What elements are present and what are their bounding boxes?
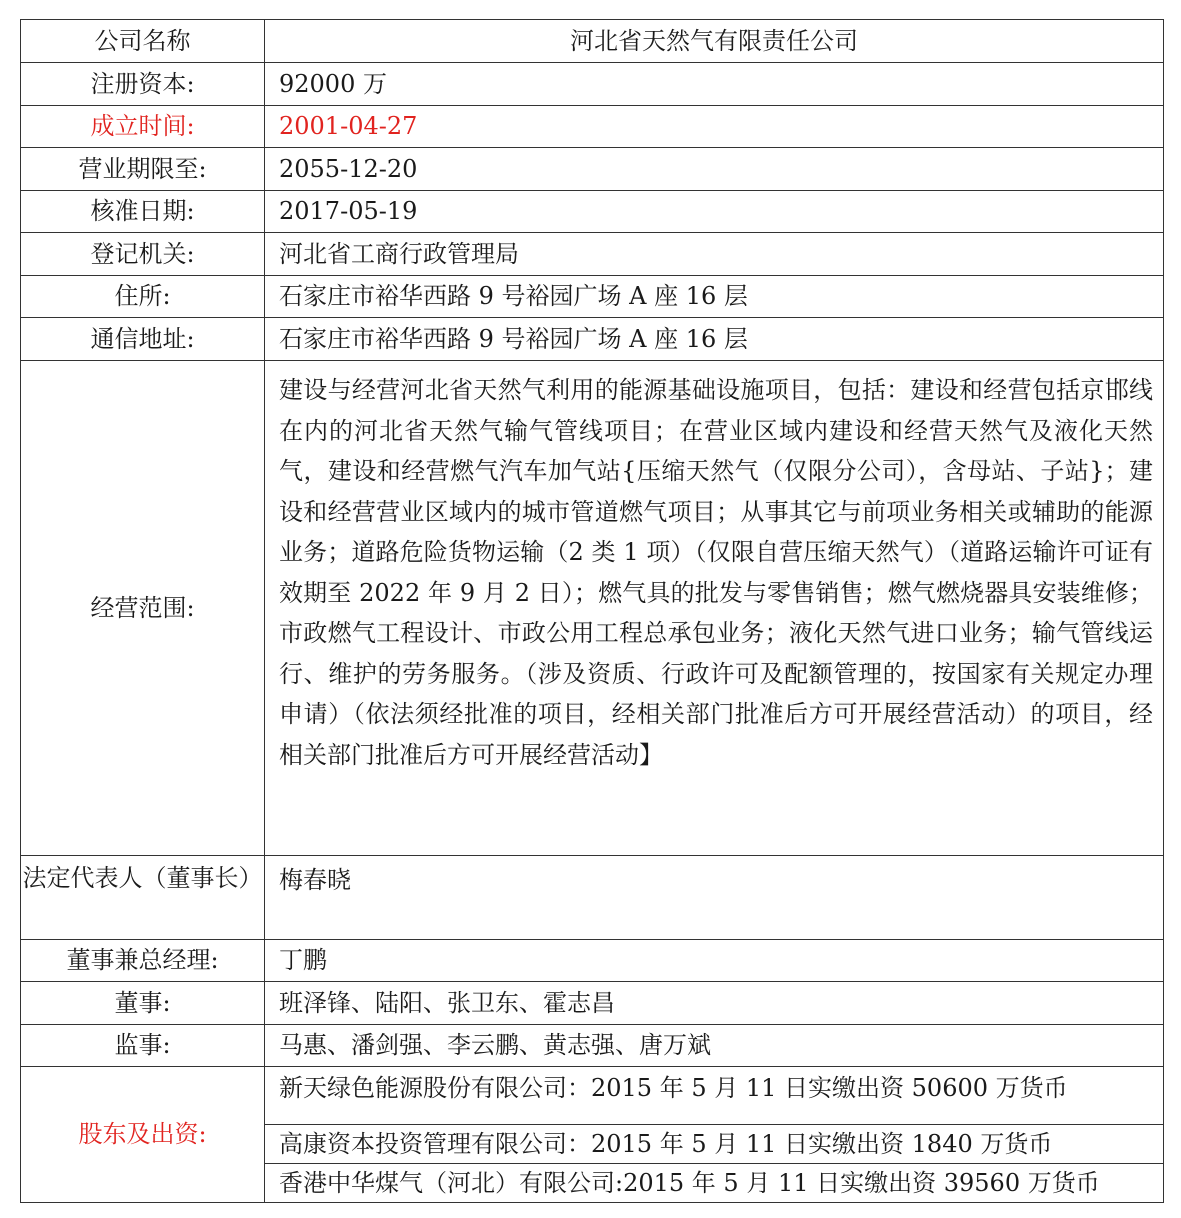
company-name-value: 河北省天然气有限责任公司 (265, 20, 1164, 63)
row-directors (21, 982, 1164, 1025)
row-approval-date (21, 191, 1164, 233)
approval-date-value: 2017-05-19 (265, 191, 1164, 233)
row-shareholder-1 (21, 1067, 1164, 1125)
registered-capital-label: 注册资本: (21, 63, 265, 106)
term-label: 营业期限至: (21, 148, 265, 191)
mailing-address-label: 通信地址: (21, 318, 265, 361)
registered-capital-value: 92000 万 (265, 63, 1164, 106)
shareholder-item: 新天绿色能源股份有限公司：2015 年 5 月 11 日实缴出资 50600 万货币 (265, 1067, 1164, 1125)
shareholders-label: 股东及出资: (21, 1067, 265, 1203)
domicile-label: 住所: (21, 276, 265, 318)
row-term (21, 148, 1164, 191)
row-legal-representative (21, 856, 1164, 940)
row-registration-authority (21, 233, 1164, 276)
registration-authority-label: 登记机关: (21, 233, 265, 276)
row-mailing-address (21, 318, 1164, 361)
row-established (21, 106, 1164, 148)
shareholder-item: 香港中华煤气（河北）有限公司:2015 年 5 月 11 日实缴出资 39560 万货币 (265, 1164, 1164, 1203)
term-value: 2055-12-20 (265, 148, 1164, 191)
company-name-label: 公司名称 (21, 20, 265, 63)
business-scope-label: 经营范围: (21, 361, 265, 856)
domicile-value: 石家庄市裕华西路 9 号裕园广场 A 座 16 层 (265, 276, 1164, 318)
row-company-name (21, 20, 1164, 63)
company-info-table (20, 19, 1164, 1203)
business-scope-value: 建设与经营河北省天然气利用的能源基础设施项目，包括：建设和经营包括京邯线在内的河北省天然气输气管线项目；在营业区域内建设和经营天然气及液化天然气，建设和经营燃气汽车加气站{压缩天然气（仅限分公司），含母站、子站}；建设和经营营业区域内的城市管道燃气项目；从事其它与前项业务相关或辅助的能源业务；道路危险货物运输（2 类 1 项）（仅限自营压缩天然气）（道路运输许可证有效期至 2022 年 9 月 2 日）；燃气具的批发与零售销售；燃气燃烧器具安装维修；市政燃气工程设计、市政公用工程总承包业务；液化天然气进口业务；输气管线运行、维护的劳务服务。（涉及资质、行政许可及配额管理的，按国家有关规定办理申请）（依法须经批准的项目，经相关部门批准后方可开展经营活动）的项目，经相关部门批准后方可开展经营活动】 (279, 376, 1153, 769)
row-general-manager (21, 940, 1164, 982)
established-value: 2001-04-27 (265, 106, 1164, 148)
row-domicile (21, 276, 1164, 318)
business-scope-cell (265, 361, 1164, 856)
approval-date-label: 核准日期: (21, 191, 265, 233)
mailing-address-value: 石家庄市裕华西路 9 号裕园广场 A 座 16 层 (265, 318, 1164, 361)
row-registered-capital (21, 63, 1164, 106)
supervisors-label: 监事: (21, 1025, 265, 1067)
directors-label: 董事: (21, 982, 265, 1025)
supervisors-value: 马惠、潘剑强、李云鹏、黄志强、唐万斌 (265, 1025, 1164, 1067)
shareholder-item: 高康资本投资管理有限公司：2015 年 5 月 11 日实缴出资 1840 万货币 (265, 1125, 1164, 1164)
gm-value: 丁鹏 (265, 940, 1164, 982)
legal-rep-value: 梅春晓 (265, 856, 1164, 940)
established-label: 成立时间: (21, 106, 265, 148)
legal-rep-label: 法定代表人（董事长） (21, 856, 265, 940)
row-business-scope (21, 361, 1164, 856)
gm-label: 董事兼总经理: (21, 940, 265, 982)
row-supervisors (21, 1025, 1164, 1067)
registration-authority-value: 河北省工商行政管理局 (265, 233, 1164, 276)
directors-value: 班泽锋、陆阳、张卫东、霍志昌 (265, 982, 1164, 1025)
